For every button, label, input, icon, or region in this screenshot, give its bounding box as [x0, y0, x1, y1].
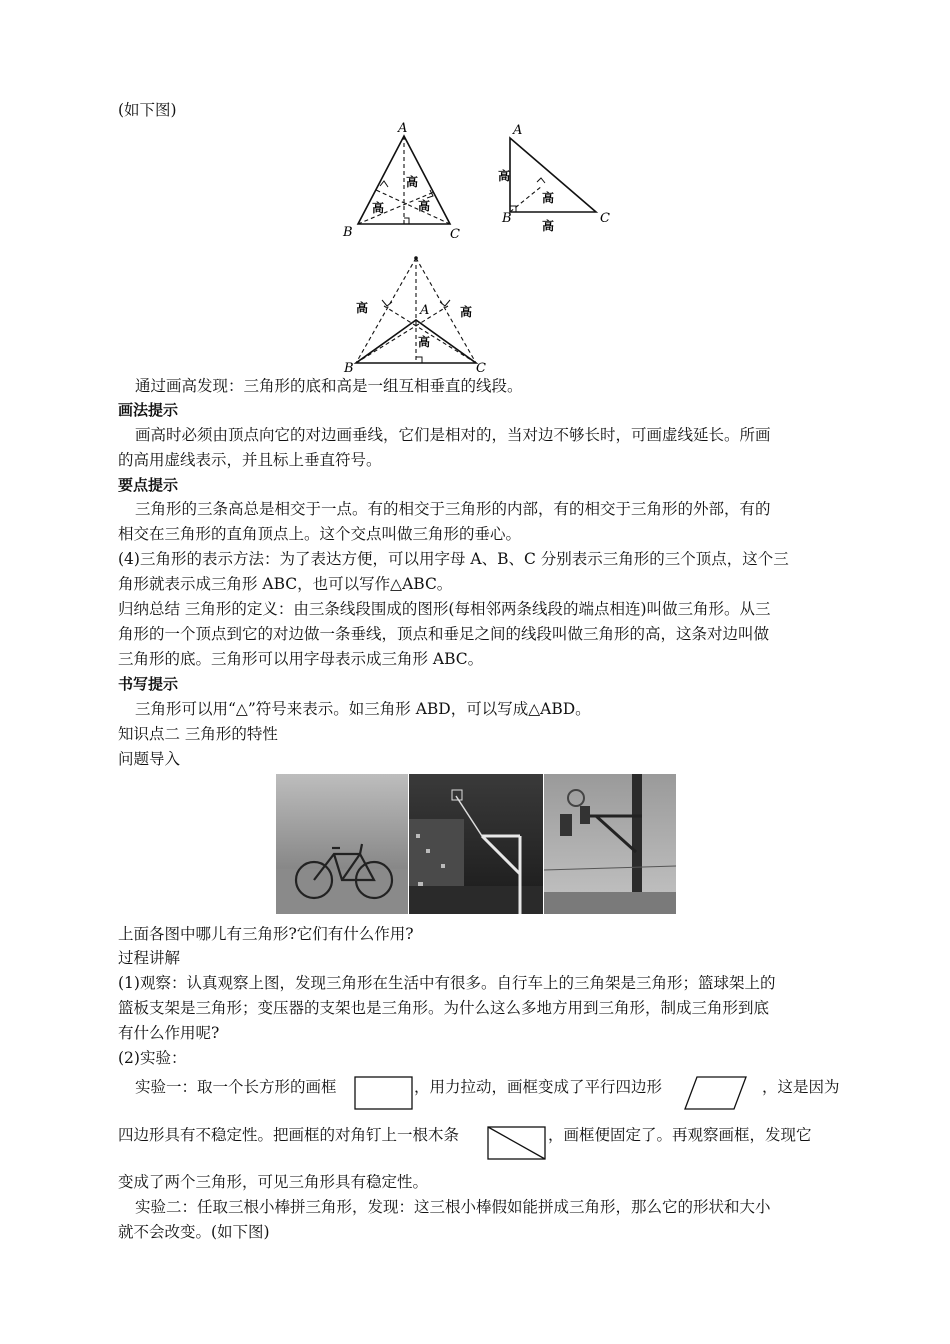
question-text: 上面各图中哪儿有三角形?它们有什么作用? [118, 925, 414, 943]
experiment-1-part-e: ，画框便固定了。再观察画框，发现它 [548, 1126, 812, 1144]
label-height: 高 [372, 201, 385, 215]
paragraph-draw-1: 画高时必须由顶点向它的对边画垂线，它们是相对的，当对边不够长时，可画虚线延长。所画 [135, 426, 771, 444]
label-c: C [476, 361, 486, 375]
intro-text: (如下图) [118, 101, 177, 119]
paragraph-writing: 三角形可以用“△”符号来表示。如三角形 ABD，可以写成△ABD。 [135, 700, 591, 718]
label-c: C [450, 227, 460, 242]
label-b: B [343, 225, 353, 240]
heading-key-points: 要点提示 [118, 476, 179, 494]
label-a: A [398, 121, 408, 136]
label-height: 高 [418, 335, 431, 349]
label-b: B [502, 211, 512, 226]
photo-strip [276, 774, 676, 914]
braced-frame-icon [487, 1126, 547, 1160]
process-label: 过程讲解 [118, 949, 181, 967]
paragraph-discover: 通过画高发现：三角形的底和高是一组互相垂直的线段。 [135, 377, 523, 395]
label-height: 高 [498, 169, 511, 183]
experiment-2-line-1: 实验二：任取三根小棒拼三角形，发现：这三根小棒假如能拼成三角形，那么它的形状和大小 [135, 1198, 771, 1216]
question-intro-label: 问题导入 [118, 750, 181, 768]
label-height: 高 [406, 175, 419, 189]
bicycle-photo [276, 774, 408, 914]
paragraph-key-2: 相交在三角形的直角顶点上。这个交点叫做三角形的垂心。 [118, 525, 522, 543]
heading-draw-tips: 画法提示 [118, 401, 179, 419]
label-height: 高 [418, 199, 431, 213]
paragraph-key-1: 三角形的三条高总是相交于一点。有的相交于三角形的内部，有的相交于三角形的外部，有的 [135, 500, 771, 518]
experiment-1-part-b: ，用力拉动，画框变成了平行四边形 [414, 1078, 663, 1096]
experiment-1-part-d: 四边形具有不稳定性。把画框的对角钉上一根木条 [118, 1126, 460, 1144]
paragraph-experiment: (2)实验： [118, 1049, 187, 1067]
label-height: 高 [542, 219, 555, 233]
label-height: 高 [542, 191, 555, 205]
paragraph-draw-2: 的高用虚线表示，并且标上垂直符号。 [118, 451, 382, 469]
paragraph-summary-1: 归纳总结 三角形的定义：由三条线段围成的图形(每相邻两条线段的端点相连)叫做三角形。从三 [118, 600, 771, 618]
label-c: C [600, 211, 610, 226]
section-title-knowledge-2: 知识点二 三角形的特性 [118, 725, 278, 743]
label-height: 高 [356, 301, 369, 315]
triangle-altitudes-figure [338, 120, 618, 375]
paragraph-representation-2: 角形就表示成三角形 ABC，也可以写作△ABC。 [118, 575, 453, 593]
paragraph-observe-3: 有什么作用呢? [118, 1024, 220, 1042]
paragraph-representation-1: (4)三角形的表示方法：为了表达方便，可以用字母 A、B、C 分别表示三角形的三个顶点，这个三 [118, 550, 789, 568]
paragraph-observe-1: (1)观察：认真观察上图，发现三角形在生活中有很多。自行车上的三角架是三角形；篮球架上的 [118, 974, 776, 992]
paragraph-observe-2: 篮板支架是三角形；变压器的支架也是三角形。为什么这么多地方用到三角形，制成三角形到底 [118, 999, 770, 1017]
experiment-1-part-f: 变成了两个三角形，可见三角形具有稳定性。 [118, 1173, 429, 1191]
transformer-pole-photo [544, 774, 676, 914]
label-height: 高 [460, 305, 473, 319]
rectangle-frame-icon [354, 1076, 414, 1110]
parallelogram-frame-icon [684, 1076, 748, 1110]
label-a: A [513, 123, 523, 138]
label-a: A [420, 303, 430, 318]
paragraph-summary-2: 角形的一个顶点到它的对边做一条垂线，顶点和垂足之间的线段叫做三角形的高，这条对边叫做 [118, 625, 770, 643]
experiment-1-part-c: ，这是因为 [762, 1078, 840, 1096]
basketball-hoop-photo [409, 774, 543, 914]
label-b: B [344, 361, 354, 375]
paragraph-summary-3: 三角形的底。三角形可以用字母表示成三角形 ABC。 [118, 650, 484, 668]
experiment-2-line-2: 就不会改变。(如下图) [118, 1223, 270, 1241]
experiment-1-part-a: 实验一：取一个长方形的画框 [135, 1078, 337, 1096]
heading-writing-tips: 书写提示 [118, 675, 179, 693]
